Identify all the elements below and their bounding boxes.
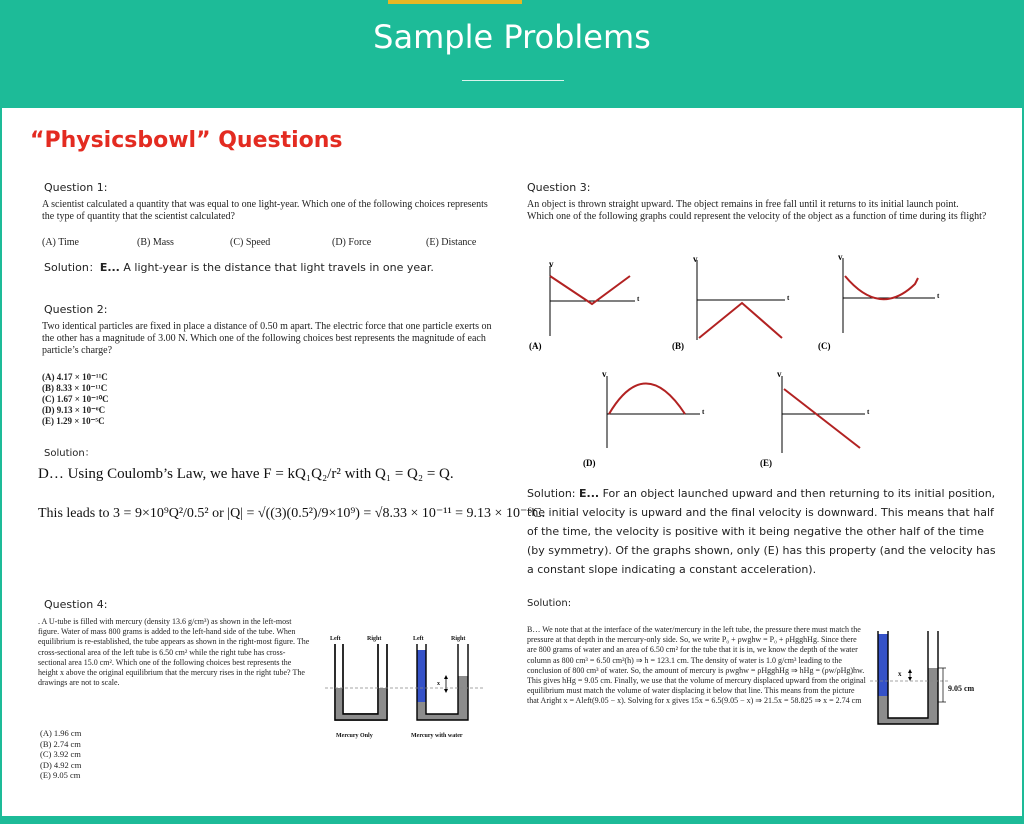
- graph-d: [607, 376, 700, 448]
- fig-x-label: x: [437, 681, 440, 687]
- question-1-choices: [42, 237, 502, 251]
- graph-c-label: (C): [818, 341, 831, 351]
- graph-e-axis-t: t: [867, 408, 870, 416]
- graph-e-label: (E): [760, 458, 772, 468]
- question-4-solution-label: Solution:: [527, 598, 572, 609]
- solution-x-label: x: [898, 670, 902, 678]
- q3-solution-answer: E...: [579, 487, 600, 500]
- q2-solution-line-1: D… Using Coulomb’s Law, we have F = kQ₁Q₂/r² with Q₁ = Q₂ = Q.: [38, 466, 454, 482]
- graph-b-axis-v: v: [693, 254, 698, 264]
- question-4-text: . A U-tube is filled with mercury (density 13.6 g/cm³) as shown in the left-most figure. Water of mass 800 grams is added to the left-hand side of the tube. When equilibrium is re-established, the tube appears as shown in the right-most figure. The cross-sectional area of the left tube is 6.50 cm² while the right tube has cross-sectional area 15.0 cm². Which one of the following choices best represents the height x above the original equilibrium that the mercury rises in the right tube? The drawings are not to scale.: [38, 617, 310, 688]
- fig-right-label-2: Right: [451, 636, 466, 642]
- q3-solution-prefix: Solution:: [527, 487, 580, 500]
- question-4-choices: [40, 728, 81, 781]
- section-title: “Physicsbowl” Questions: [30, 128, 343, 153]
- graph-a-curve: [550, 276, 630, 304]
- q1-choice-e: (E) Distance: [426, 237, 477, 248]
- graph-a-axis-v: v: [549, 259, 554, 269]
- graph-b-curve: [699, 303, 782, 338]
- graph-b-axis-t: t: [787, 294, 790, 302]
- solution-water-column: [878, 634, 888, 696]
- u-tube-mercury-only: [335, 644, 387, 720]
- q1-choice-c: (C) Speed: [230, 237, 271, 248]
- velocity-graphs-figure: [520, 248, 1000, 478]
- graph-d-curve: [609, 384, 685, 415]
- u-tube-solution-figure: [870, 626, 990, 731]
- question-2-text: Two identical particles are fixed in place a distance of 0.50 m apart. The electric force that one particle exerts on the other has a magnitude of 3.00 N. Which one of the following choices best represents the magnitude of each particle’s charge?: [42, 321, 492, 356]
- header-accent-bar: [388, 0, 522, 4]
- graph-d-axis-t: t: [702, 408, 705, 416]
- q3-solution-text: For an object launched upward and then returning to its initial position, the initial velocity is upward and the final velocity is downward. This means that half of the time, the velocity is positive with it being negative the other half of the time (by symmetry). Of the graphs shown, only (E) has this property (and the velocity has a constant slope indicating a constant acceleration).: [527, 487, 996, 576]
- q2-choice-c: (C) 1.67 × 10⁻¹⁰C: [42, 394, 109, 404]
- question-2-heading: Question 2:: [44, 303, 108, 316]
- mercury-only-inner-lower: [343, 688, 378, 714]
- q2-choice-d: (D) 9.13 × 10⁻⁶C: [42, 405, 106, 415]
- graph-c-curve: [845, 276, 918, 299]
- page-title: Sample Problems: [373, 18, 651, 56]
- graph-e-curve: [784, 389, 860, 448]
- q1-solution-answer: E...: [99, 261, 120, 274]
- q2-choice-b: (B) 8.33 × 10⁻¹¹C: [42, 383, 108, 393]
- question-4-solution-text: B… We note that at the interface of the water/mercury in the left tube, the pressure there must match the pressure at that depth in the mercury-only side. So, we write P₀ + ρwghw = P₀ + ρHgghHg. Since there are 800 grams of water and an area of 6.50 cm² for the tube that it is in, we know the depth of the water column as 800 cm³ = 6.50 cm²(h) ⇒ h = 123.1 cm. The density of water is 1.0 g/cm³ leading to the conclusion of 800 cm³ of water. So, the amount of mercury is ρwghw = ρHgghHg ⇒ hHg = (ρw/ρHg)hw. This gives hHg = 9.05 cm. Finally, we use that the volume of mercury displaced upward from the original equilibrium must match the volume of water displacing it below that line. This means from the picture that Aright x = Aleft(9.05 − x). Solving for x gives 15x = 6.5(9.05 − x) ⇒ 21.5x = 58.825 ⇒ x = 2.74 cm: [527, 625, 866, 706]
- graph-a-label: (A): [529, 341, 542, 351]
- graph-c-axis-v: v: [838, 252, 843, 262]
- question-4-heading: Question 4:: [44, 598, 108, 611]
- fig-left-label-2: Left: [413, 636, 424, 642]
- fig-right-label-1: Right: [367, 636, 382, 642]
- question-3-heading: Question 3:: [527, 181, 591, 194]
- question-2-solution-label: Solution：: [44, 448, 95, 459]
- q4-choice-d: (D) 4.92 cm: [40, 759, 82, 770]
- graph-a-axis-t: t: [637, 295, 640, 303]
- graph-d-label: (D): [583, 458, 596, 468]
- solution-mercury-right: [928, 668, 938, 724]
- q2-choice-a: (A) 4.17 × 10⁻¹¹C: [42, 372, 108, 382]
- q2-choice-e: (E) 1.29 × 10⁻⁵C: [42, 416, 105, 426]
- graph-d-axis-v: v: [602, 369, 607, 379]
- q1-choice-b: (B) Mass: [137, 237, 174, 248]
- solution-dimension-label: 9.05 cm: [948, 684, 975, 693]
- q4-choice-b: (B) 2.74 cm: [40, 738, 81, 749]
- caption-mercury-only: Mercury Only: [336, 733, 373, 739]
- footer-bar: [0, 816, 1024, 824]
- question-1-text: A scientist calculated a quantity that was equal to one light-year. Which one of the following choices represents the type of quantity that the scientist calculated?: [42, 199, 488, 222]
- question-1-solution: [44, 259, 434, 275]
- q1-choice-d: (D) Force: [332, 237, 372, 248]
- q4-choice-a: (A) 1.96 cm: [40, 728, 82, 738]
- mercury-right-column: [458, 676, 468, 720]
- question-2-choices: [42, 372, 109, 427]
- graph-b: [697, 260, 785, 340]
- title-divider: [462, 80, 564, 81]
- q1-solution-prefix: Solution：: [44, 261, 100, 274]
- graph-b-label: (B): [672, 341, 684, 351]
- graph-a: [550, 266, 635, 336]
- u-tube-mercury-water: [417, 644, 468, 720]
- q1-solution-text: A light-year is the distance that light travels in one year.: [119, 261, 434, 274]
- q4-choice-c: (C) 3.92 cm: [40, 749, 81, 759]
- caption-mercury-with-water: Mercury with water: [411, 733, 463, 739]
- q2-solution-line-2: This leads to 3 = 9×10⁹Q²/0.5² or |Q| = √((3)(0.5²)/9×10⁹) = √8.33 × 10⁻¹¹ = 9.13 × 10⁻⁶C.: [38, 506, 546, 521]
- graph-c: [843, 258, 935, 333]
- question-1-heading: Question 1:: [44, 181, 108, 194]
- graph-e-axis-v: v: [777, 369, 782, 379]
- q4-choice-e: (E) 9.05 cm: [40, 770, 81, 780]
- graph-c-axis-t: t: [937, 292, 940, 300]
- fig-left-label-1: Left: [330, 636, 341, 642]
- question-3-solution: [527, 484, 997, 579]
- graph-e: [782, 376, 865, 453]
- q1-choice-a: (A) Time: [42, 237, 79, 248]
- u-tube-question-figure: [325, 636, 485, 736]
- question-3-text: An object is thrown straight upward. The object remains in free fall until it returns to its initial launch point. Which one of the following graphs could represent the velocity of the object as a function of time during its flight?: [527, 199, 987, 222]
